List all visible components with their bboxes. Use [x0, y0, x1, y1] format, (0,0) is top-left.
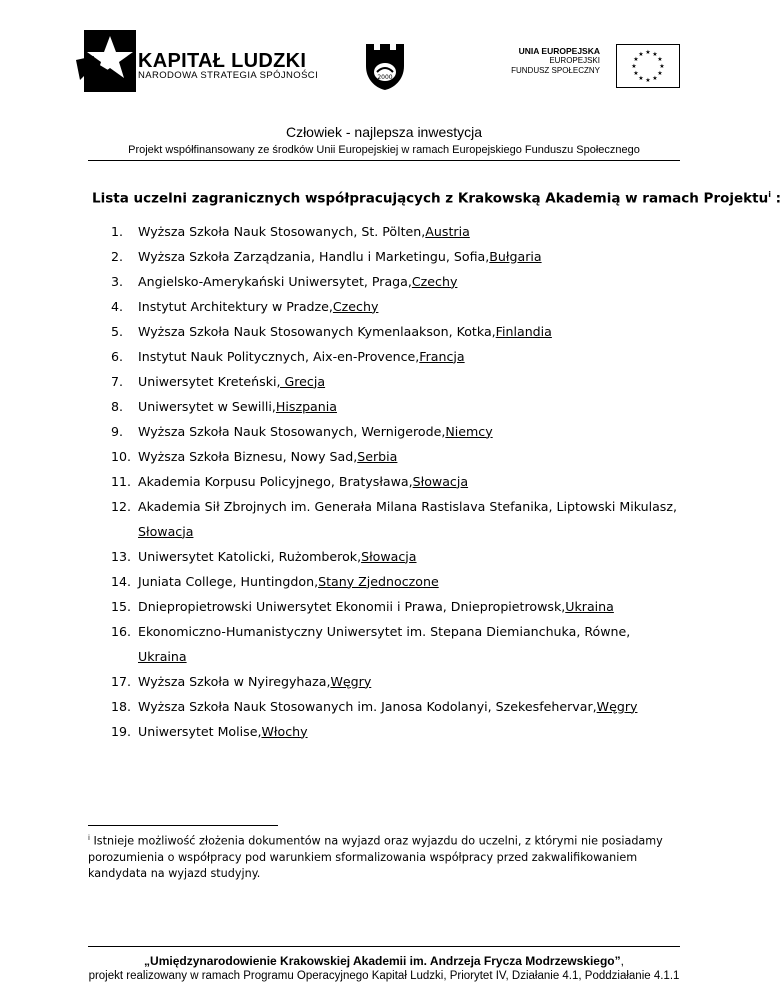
country-link[interactable]: Serbia: [357, 448, 398, 464]
university-name: Wyższa Szkoła Nauk Stosowanych, Wernigerode,: [138, 423, 446, 439]
country-link[interactable]: Słowacja: [361, 548, 417, 564]
country-link[interactable]: Czechy: [411, 273, 458, 289]
list-item: [111, 219, 692, 244]
list-item-number: 4.: [111, 298, 124, 314]
header-divider: [88, 160, 680, 161]
svg-text:★: ★: [645, 49, 651, 56]
footer-project-title: „Umiędzynarodowienie Krakowskiej Akademii im. Andrzeja Frycza Modrzewskiego”,: [144, 954, 624, 968]
list-item-number: 2.: [111, 248, 124, 264]
country-link[interactable]: Węgry: [596, 698, 638, 714]
country-link[interactable]: Niemcy: [445, 423, 493, 439]
list-item-number: 3.: [111, 273, 124, 289]
list-item: [111, 269, 692, 294]
list-item-number: 18.: [111, 698, 132, 714]
svg-text:★: ★: [633, 56, 639, 63]
university-list: [92, 219, 692, 744]
list-heading: Lista uczelni zagranicznych współpracujących z Krakowską Akademią w ramach Projektu$^i$ :: [92, 190, 781, 207]
list-item: [111, 469, 692, 494]
footnote-divider: [88, 825, 278, 826]
country-link[interactable]: Austria: [425, 223, 470, 239]
list-item: [111, 719, 692, 744]
list-item: [111, 344, 692, 369]
list-item-number: 17.: [111, 673, 132, 689]
university-name: Instytut Architektury w Pradze,: [138, 298, 333, 314]
svg-text:★: ★: [657, 56, 663, 63]
list-item-number: 15.: [111, 598, 132, 614]
svg-text:★: ★: [638, 51, 644, 58]
footer-program-line: projekt realizowany w ramach Programu Operacyjnego Kapitał Ludzki, Priorytet IV, Działanie 4.1, Poddziałanie 4.1.1: [88, 970, 680, 982]
project-funding-line: Projekt współfinansowany ze środków Unii Europejskiej w ramach Europejskiego Funduszu Społecznego: [128, 144, 640, 156]
svg-text:★: ★: [633, 70, 639, 77]
country-link[interactable]: , Grecja: [276, 373, 326, 389]
country-link[interactable]: Włochy: [261, 723, 308, 739]
eu-line-2: EUROPEJSKI: [549, 56, 600, 65]
list-item-number: 16.: [111, 623, 132, 639]
list-item-number: 5.: [111, 323, 124, 339]
list-item: [111, 294, 692, 319]
university-name: Angielsko-Amerykański Uniwersytet, Praga,: [138, 273, 412, 289]
list-item-number: 19.: [111, 723, 132, 739]
svg-text:★: ★: [638, 75, 644, 82]
country-link[interactable]: Ukraina: [138, 648, 187, 664]
tagline: Człowiek - najlepsza inwestycja: [285, 124, 483, 140]
kapital-ludzki-star-icon: [76, 30, 136, 92]
footer-divider: [88, 946, 680, 947]
university-name: Wyższa Szkoła Nauk Stosowanych im. Janosa Kodolanyi, Szekesfehervar,: [138, 698, 597, 714]
list-item: [111, 694, 692, 719]
list-item: [111, 319, 692, 344]
list-item-number: 12.: [111, 498, 132, 514]
list-item-number: 8.: [111, 398, 124, 414]
list-item: [111, 569, 692, 594]
list-item: [111, 419, 692, 444]
list-item-continuation: [111, 644, 692, 669]
country-link[interactable]: Ukraina: [565, 598, 614, 614]
university-name: Ekonomiczno-Humanistyczny Uniwersytet im. Stepana Diemianchuka, Równe,: [138, 623, 631, 639]
list-item-number: 13.: [111, 548, 132, 564]
country-link[interactable]: Słowacja: [412, 473, 469, 489]
list-item: [111, 494, 692, 519]
crest-year: 2000: [377, 74, 393, 81]
eu-text-block: [496, 46, 600, 76]
country-link[interactable]: Bułgaria: [489, 248, 542, 264]
list-item-continuation: [111, 519, 692, 544]
castle-crest-icon: [364, 42, 406, 92]
list-item-number: 1.: [111, 223, 124, 239]
university-name: Instytut Nauk Politycznych, Aix-en-Provence,: [138, 348, 420, 364]
list-item-number: 6.: [111, 348, 124, 364]
list-item-number: 14.: [111, 573, 132, 589]
eu-flag-icon: [616, 44, 680, 88]
list-item-number: 7.: [111, 373, 124, 389]
country-link[interactable]: Węgry: [330, 673, 372, 689]
university-name: Uniwersytet Katolicki, Rużomberok,: [138, 548, 362, 564]
country-link[interactable]: Stany Zjednoczone: [318, 573, 439, 589]
svg-text:★: ★: [645, 77, 651, 84]
list-item: [111, 669, 692, 694]
university-name: Uniwersytet w Sewilli,: [138, 398, 276, 414]
footnote-marker: i: [88, 834, 90, 842]
footnote-text: Istnieje możliwość złożenia dokumentów na wyjazd oraz wyjazdu do uczelni, z którymi nie posiadamy porozumienia o współpracy pod warunkiem sformalizowania współpracy przed zakwalifikowaniem kandydata na wyjazd studyjny.: [88, 834, 663, 880]
eu-line-3: FUNDUSZ SPOŁECZNY: [511, 66, 600, 75]
svg-text:★: ★: [652, 75, 658, 82]
list-item: [111, 619, 692, 644]
university-name: Uniwersytet Molise,: [138, 723, 262, 739]
country-link[interactable]: Czechy: [332, 298, 379, 314]
list-item: [111, 244, 692, 269]
svg-text:★: ★: [631, 63, 637, 70]
list-item: [111, 444, 692, 469]
university-name: Dniepropietrowski Uniwersytet Ekonomii i Prawa, Dniepropietrowsk,: [138, 598, 566, 614]
list-item: [111, 394, 692, 419]
university-name: Akademia Sił Zbrojnych im. Generała Milana Rastislava Stefanika, Liptowski Mikulasz,: [138, 498, 677, 514]
country-link[interactable]: Francja: [419, 348, 465, 364]
country-link[interactable]: Hiszpania: [275, 398, 337, 414]
main-content: [92, 190, 781, 744]
eu-line-1: UNIA EUROPEJSKA: [518, 46, 600, 56]
university-name: Wyższa Szkoła Zarządzania, Handlu i Marketingu, Sofia,: [138, 248, 490, 264]
svg-text:★: ★: [657, 70, 663, 77]
university-name: Wyższa Szkoła Biznesu, Nowy Sad,: [138, 448, 358, 464]
list-item-number: 11.: [111, 473, 132, 489]
university-name: Wyższa Szkoła Nauk Stosowanych, St. Pölten,: [138, 223, 426, 239]
svg-text:★: ★: [659, 63, 665, 70]
list-item: [111, 544, 692, 569]
list-item-number: 10.: [111, 448, 132, 464]
list-item: [111, 594, 692, 619]
svg-text:★: ★: [652, 51, 658, 58]
footnote-reference[interactable]: i: [768, 190, 771, 199]
list-item-number: 9.: [111, 423, 124, 439]
logo-title: KAPITAŁ LUDZKI: [138, 50, 307, 72]
university-name: Wyższa Szkoła Nauk Stosowanych Kymenlaakson, Kotka,: [138, 323, 496, 339]
list-item: [111, 369, 692, 394]
university-name: Uniwersytet Kreteński: [138, 373, 277, 389]
country-link[interactable]: Słowacja: [138, 523, 194, 539]
country-link[interactable]: Finlandia: [495, 323, 552, 339]
university-name: Wyższa Szkoła w Nyiregyhaza,: [138, 673, 331, 689]
logo-subtitle: NARODOWA STRATEGIA SPÓJNOŚCI: [138, 70, 319, 81]
footnote: [88, 830, 688, 882]
university-name: Akademia Korpusu Policyjnego, Bratysława,: [138, 473, 413, 489]
page-header: [0, 0, 768, 160]
university-name: Juniata College, Huntingdon,: [138, 573, 319, 589]
